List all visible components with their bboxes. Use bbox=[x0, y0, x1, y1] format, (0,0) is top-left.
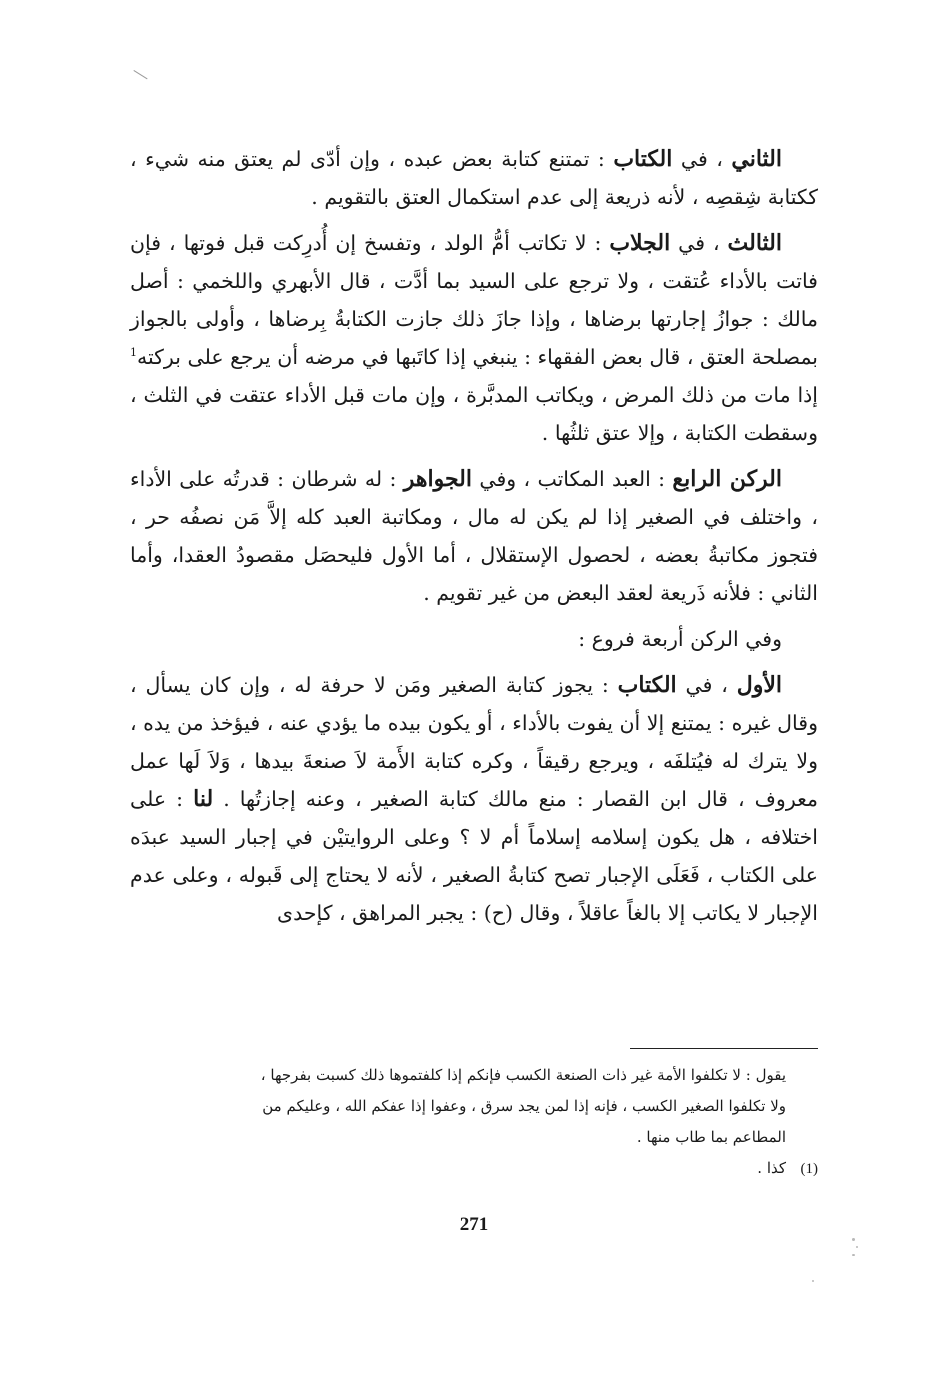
scan-speck bbox=[856, 1246, 858, 1248]
source-name: الجلاب bbox=[609, 230, 671, 256]
footnote-continuation-line: ولا تكلفوا الصغير الكسب ، فإنه إذا لمن يجد سرق ، وعفوا إذا عفكم الله ، وعليكم من bbox=[262, 1097, 786, 1115]
section-heading: الأول bbox=[736, 672, 782, 698]
footnote-separator bbox=[630, 1048, 818, 1049]
connector-text: ، في bbox=[672, 147, 732, 171]
paragraph-first-branch bbox=[130, 666, 818, 932]
section-heading: الثالث bbox=[727, 230, 782, 256]
footnotes bbox=[130, 1060, 818, 1185]
paragraph-second bbox=[130, 140, 818, 216]
paragraph-body: : تمتنع كتابة بعض عبده ، وإن أدّى لم يعتق منه شيء ، ككتابة شِقصِه ، لأنه ذريعة إلى عدم استكمال العتق بالتقويم . bbox=[130, 147, 818, 209]
section-heading: الثاني bbox=[731, 146, 782, 172]
source-name: الكتاب bbox=[613, 146, 673, 172]
connector-text: : العبد المكاتب ، وفي bbox=[472, 467, 673, 491]
paragraph-branches-intro bbox=[130, 620, 818, 658]
paragraph-third bbox=[130, 224, 818, 452]
source-name: الكتاب bbox=[617, 672, 677, 698]
footnote-text: كذا . bbox=[757, 1159, 786, 1177]
paragraph-body-continued: إذا مات من ذلك المرض ، ويكاتب المدبَّرة ، وإن مات قبل الأداء عتقت في الثلث ، وسقطت الكتابة ، وإلا عتق ثلثُها . bbox=[130, 383, 818, 445]
scan-speck bbox=[812, 1280, 814, 1282]
footnote-reference: 1 bbox=[130, 346, 137, 360]
section-heading: الركن الرابع bbox=[672, 466, 782, 492]
paragraph-body: : يجوز كتابة الصغير ومَن لا حرفة له ، وإن كان يسأل ، وقال غيره : يمتنع إلا أن يفوت بالأداء ، أو يكون بيده ما يؤدي عنه ، فيؤخذ من يده ، ولا يترك له فيُتلفَه ، ويرجع رقيقاً ، وكره كتابة الأَمة لاَ صنعةَ بيدها ، وَلاَ لَها عمل معروف ، قال ابن القصار : منع مالك كتابة الصغير ، وعنه إجازتُها . bbox=[130, 673, 818, 811]
paragraph-fourth-pillar bbox=[130, 460, 818, 612]
page-number: 271 bbox=[459, 1214, 489, 1235]
footnote-number: (1) bbox=[800, 1161, 818, 1177]
scan-stray-mark bbox=[128, 70, 147, 88]
connector-text: ، في bbox=[676, 673, 737, 697]
paragraph-body: : له شرطان : قدرتُه على الأداء ، واختلف في الصغير إذا لم يكن له مال ، ومكاتبة العبد كله إلاَّ مَن نصفُه حر ، فتجوز مكاتبةُ بعضه ، لحصول الإستقلال ، أما الأول فليحصَل مقصودُ العقدا، وأما الثاني : فلأنه ذَريعة لعقد البعض من غير تقويم . bbox=[130, 467, 818, 605]
paragraph-body: : لا تكاتب أمُّ الولد ، وتفسخ إن أُدرِكت قبل فوتها ، فإن فاتت بالأداء عُتقت ، ولا ترجع على السيد بما أدَّت ، قال الأبهري واللخمي : أصل مالك : جوازُ إجارتها برضاها ، وإذا جازَ ذلك جازت الكتابةُ بِرضاها ، وأولى بالجواز بمصلحة العتق ، قال بعض الفقهاء : ينبغي إذا كاتَبها في مرضه أن يرجع على بركته bbox=[130, 231, 818, 369]
footnote-1 bbox=[130, 1153, 818, 1185]
footnote-continuation-line: يقول : لا تكلفوا الأمة غير ذات الصنعة الكسب فإنكم إذا كلفتموها ذلك كسبت بفرجها ، bbox=[260, 1066, 786, 1084]
connector-text: ، في bbox=[670, 231, 728, 255]
footnote-continuation-line: المطاعم بما طاب منها . bbox=[636, 1128, 786, 1146]
scan-speck bbox=[852, 1254, 855, 1256]
source-name: الجواهر bbox=[403, 466, 472, 492]
scan-speck bbox=[852, 1238, 855, 1241]
paragraph-body-continued: : على اختلافه ، هل يكون إسلامه إسلاماً أم لا ؟ وعلى الروايتيْن في إجبار السيد عبدَه على الكتاب ، فَعَلَى الإجبار تصح كتابةُ الصغير ، لأنه لا يحتاج إلى قَبوله ، وعلى عدم الإجبار لا يكاتب إلا بالغاً عاقلاً ، وقال (ح) : يجبر المراهق ، كإحدى bbox=[130, 787, 818, 925]
paragraph-body: وفي الركن أربعة فروع : bbox=[578, 627, 782, 651]
argument-label: لنا bbox=[193, 786, 214, 812]
main-text bbox=[130, 140, 818, 940]
